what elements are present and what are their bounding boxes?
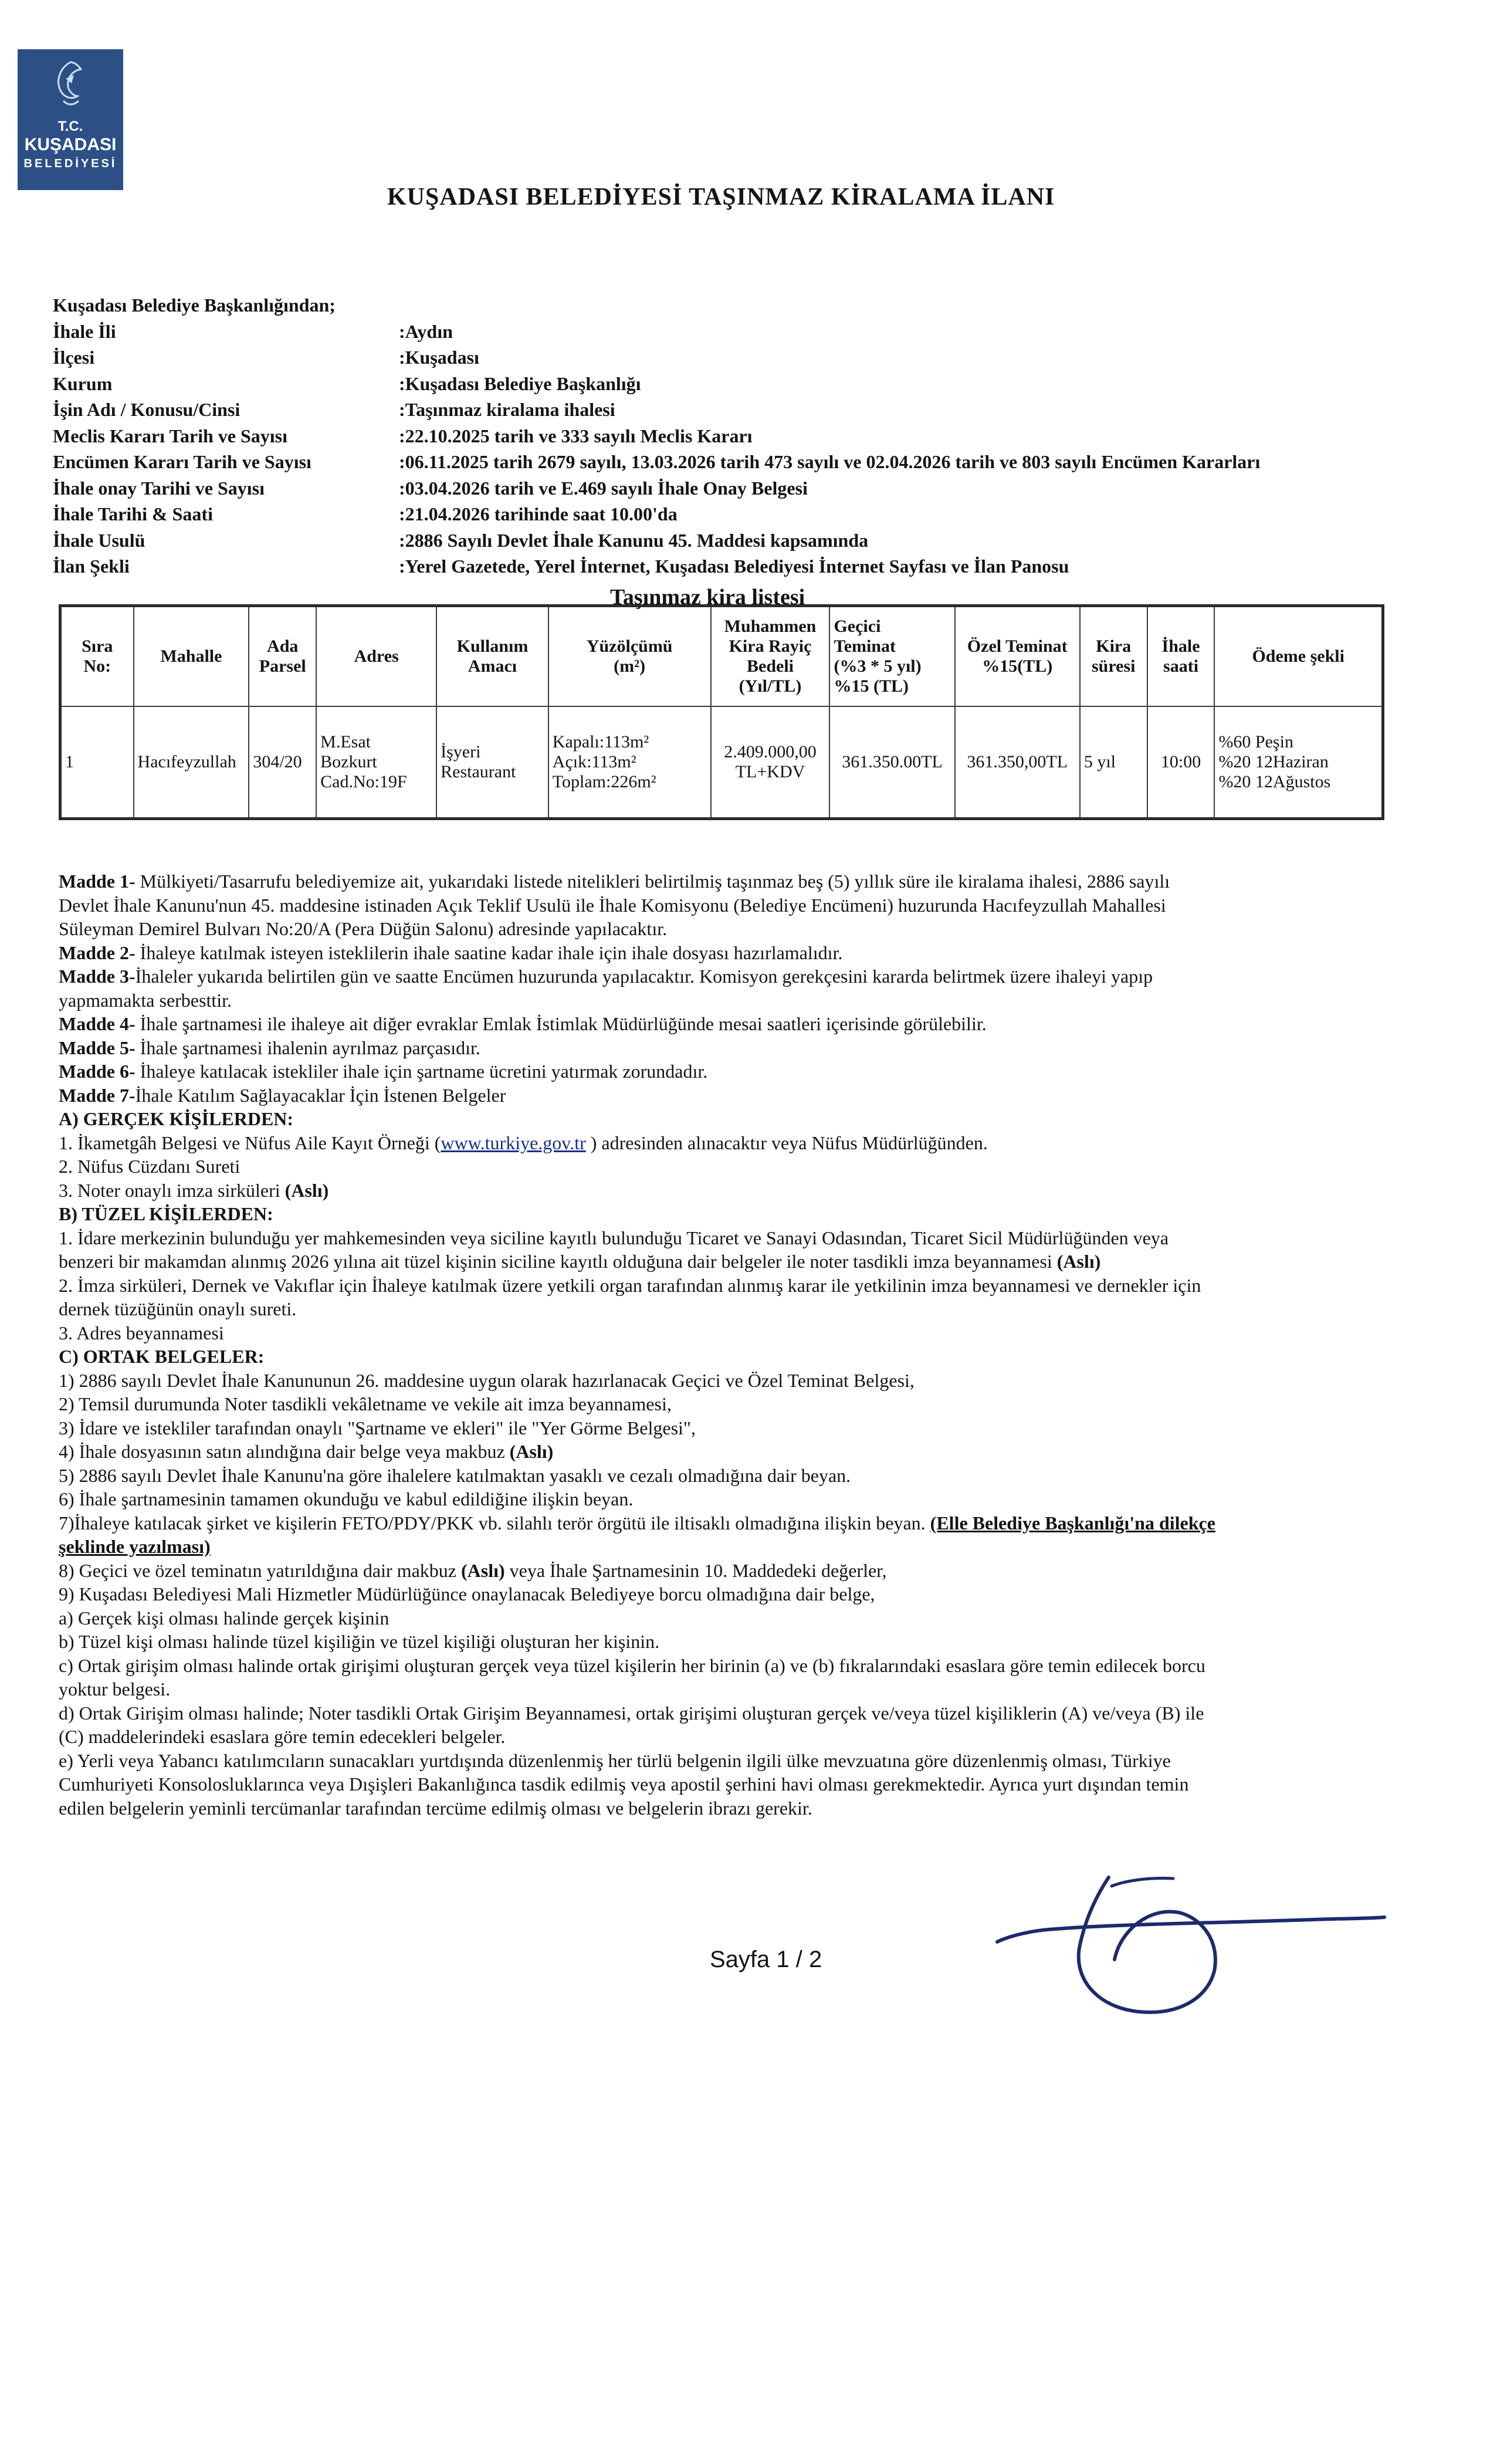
- info-label: Kurum: [53, 373, 113, 394]
- list-item: 9) Kuşadası Belediyesi Mali Hizmetler Müdürlüğünce onaylanacak Belediyeye borcu olmadığına dair belge,: [59, 1583, 875, 1605]
- info-label: İşin Adı / Konusu/Cinsi: [53, 399, 241, 420]
- header-adres: Adres: [316, 606, 436, 707]
- header-odeme: Ödeme şekli: [1214, 606, 1383, 707]
- article-6: Madde 6- İhaleye katılacak istekliler ihale için şartname ücretini yatırmak zorundadır.: [59, 1061, 708, 1082]
- info-value: :06.11.2025 tarih 2679 sayılı, 13.03.2026 tarih 473 sayılı ve 02.04.2026 tarih ve 803 sayılı Encümen Kararları: [399, 451, 1261, 472]
- list-item-cont: benzeri bir makamdan alınmış 2026 yılına ait tüzel kişinin siciline kayıtlı olduğuna dair belgeler ile noter tasdikli imza beyannamesi (Aslı): [59, 1251, 1101, 1272]
- list-item-cont: (C) maddelerindeki esaslara göre temin edecekleri belgeler.: [59, 1726, 506, 1747]
- info-value: :03.04.2026 tarih ve E.469 sayılı İhale Onay Belgesi: [399, 477, 808, 499]
- article-3: Madde 3-İhaleler yukarıda belirtilen gün ve saatte Encümen huzurunda yapılacaktır. Komisyon gerekçesini kararda belirtmek üzere ihaleyi yapıp: [59, 966, 1153, 987]
- info-row: [53, 371, 1260, 397]
- info-value: :Yerel Gazetede, Yerel İnternet, Kuşadası Belediyesi İnternet Sayfası ve İlan Panosu: [399, 556, 1069, 577]
- list-item: 3. Noter onaylı imza sirküleri (Aslı): [59, 1179, 329, 1201]
- info-value: :2886 Sayılı Devlet İhale Kanunu 45. Maddesi kapsamında: [399, 529, 869, 551]
- info-label: İhale İli: [53, 320, 116, 342]
- header-sira: Sıra No:: [60, 606, 134, 707]
- header-muhammen: Muhammen Kira Rayiç Bedeli (Yıl/TL): [711, 606, 830, 707]
- info-row: [53, 319, 1260, 345]
- list-item: d) Ortak Girişim olması halinde; Noter tasdikli Ortak Girişim Beyannamesi, ortak girişimi oluşturan gerçek ve/veya tüzel kişiliklerin (A) ve/veya (B) ile: [59, 1702, 1204, 1724]
- cell-adres: M.Esat Bozkurt Cad.No:19F: [316, 706, 436, 819]
- cell-muhammen: 2.409.000,00 TL+KDV: [711, 706, 830, 819]
- list-item: 2. Nüfus Cüzdanı Sureti: [59, 1156, 241, 1177]
- info-value: :Aydın: [399, 320, 453, 342]
- info-label: Encümen Kararı Tarih ve Sayısı: [53, 451, 311, 472]
- info-label: İlçesi: [53, 347, 95, 368]
- table-row: [60, 706, 1383, 819]
- cell-sira: 1: [60, 706, 134, 819]
- list-item-cont: Cumhuriyeti Konsolosluklarınca veya Dışişleri Bakanlığınca tasdik edilmiş veya apostil şerhini havi olması gerekmektedir. Ayrıca yurt dışından temin: [59, 1773, 1189, 1795]
- info-label: İlan Şekli: [53, 556, 130, 577]
- municipality-logo: [18, 49, 123, 190]
- cell-gecici-teminat: 361.350.00TL: [829, 706, 954, 819]
- list-item: 1. İkametgâh Belgesi ve Nüfus Aile Kayıt Örneği (www.turkiye.gov.tr ) adresinden alınacaktır veya Nüfus Müdürlüğünden.: [59, 1132, 988, 1153]
- cell-odeme: %60 Peşin %20 12Haziran %20 12Ağustos: [1214, 706, 1383, 819]
- info-row: [53, 449, 1260, 475]
- info-row: [53, 475, 1260, 502]
- info-value: :22.10.2025 tarih ve 333 sayılı Meclis Kararı: [399, 425, 753, 446]
- cell-mahalle: Hacıfeyzullah: [134, 706, 249, 819]
- cell-kullanim: İşyeri Restaurant: [436, 706, 548, 819]
- info-label: İhale Tarihi & Saati: [53, 503, 213, 524]
- info-value: :Taşınmaz kiralama ihalesi: [399, 399, 615, 420]
- cell-ada-parsel: 304/20: [249, 706, 316, 819]
- info-row: [53, 423, 1260, 449]
- header-kullanim: Kullanım Amacı: [436, 606, 548, 707]
- header-kira-suresi: Kira süresi: [1080, 606, 1147, 707]
- seagull-emblem-icon: [48, 57, 93, 114]
- list-item: a) Gerçek kişi olması halinde gerçek kişinin: [59, 1607, 390, 1629]
- article-4: Madde 4- İhale şartnamesi ile ihaleye ait diğer evraklar Emlak İstimlak Müdürlüğünde mesai saatleri içerisinde görülebilir.: [59, 1013, 987, 1034]
- list-item: 6) İhale şartnamesinin tamamen okunduğu ve kabul edildiğine ilişkin beyan.: [59, 1488, 634, 1509]
- info-label: İhale onay Tarihi ve Sayısı: [53, 477, 265, 499]
- article-1-cont: Devlet İhale Kanunu'nun 45. maddesine istinaden Açık Teklif Usulü ile İhale Komisyonu (Belediye Encümeni) huzurunda Hacıfeyzullah Mahallesi: [59, 894, 1166, 916]
- list-item: c) Ortak girişim olması halinde ortak girişimi oluşturan gerçek veya tüzel kişilerin her birinin (a) ve (b) fıkralarındaki esaslara göre temin edilecek borcu: [59, 1654, 1205, 1676]
- info-row: [53, 527, 1260, 554]
- header-ozel-teminat: Özel Teminat %15(TL): [955, 606, 1080, 707]
- list-item: 7)İhaleye katılacak şirket ve kişilerin FETO/PDY/PKK vb. silahlı terör örgütü ile iltisaklı olmadığına ilişkin beyan. (Elle Belediye Başkanlığı'na dilekçe: [59, 1512, 1215, 1534]
- list-item: 1. İdare merkezinin bulunduğu yer mahkemesinden veya siciline kayıtlı bulunduğu Ticaret ve Sanayi Odasından, Ticaret Sicil Müdürlüğünden veya: [59, 1227, 1169, 1248]
- page-number: Sayfa 1 / 2: [710, 1947, 822, 1972]
- list-item: 3. Adres beyannamesi: [59, 1322, 224, 1343]
- list-item-cont: dernek tüzüğünün onaylı sureti.: [59, 1298, 297, 1319]
- article-7: Madde 7-İhale Katılım Sağlayacaklar İçin İstenen Belgeler: [59, 1084, 506, 1106]
- logo-tc: T.C.: [57, 119, 83, 134]
- list-item: 2. İmza sirküleri, Dernek ve Vakıflar için İhaleye katılmak üzere yetkili organ tarafından alınmış karar ile yetkilinin imza beyannamesi ve dernekler için: [59, 1274, 1201, 1296]
- header-yuzolcumu: Yüzölçümü (m²): [548, 606, 711, 707]
- section-b-heading: B) TÜZEL KİŞİLERDEN:: [59, 1203, 273, 1224]
- list-item-cont: yoktur belgesi.: [59, 1678, 171, 1700]
- list-item: 8) Geçici ve özel teminatın yatırıldığına dair makbuz (Aslı) veya İhale Şartnamesinin 10. Maddedeki değerler,: [59, 1559, 887, 1581]
- header-mahalle: Mahalle: [134, 606, 249, 707]
- header-gecici-teminat: Geçici Teminat (%3 * 5 yıl) %15 (TL): [829, 606, 954, 707]
- articles-body: [59, 869, 1420, 1820]
- info-row: [53, 553, 1260, 580]
- section-a-heading: A) GERÇEK KİŞİLERDEN:: [59, 1108, 294, 1129]
- article-5: Madde 5- İhale şartnamesi ihalenin ayrılmaz parçasıdır.: [59, 1037, 480, 1058]
- list-item: 4) İhale dosyasının satın alındığına dair belge veya makbuz (Aslı): [59, 1441, 554, 1462]
- info-label: İhale Usulü: [53, 529, 145, 551]
- info-value: :21.04.2026 tarihinde saat 10.00'da: [399, 503, 678, 524]
- tender-info: [53, 292, 1260, 580]
- article-1: Madde 1- Mülkiyeti/Tasarrufu belediyemize ait, yukarıdaki listede nitelikleri belirtilmiş taşınmaz beş (5) yıllık süre ile kiralama ihalesi, 2886 sayılı: [59, 871, 1170, 892]
- list-item: 3) İdare ve istekliler tarafından onaylı "Şartname ve ekleri" ile "Yer Görme Belgesi",: [59, 1417, 696, 1439]
- info-row: [53, 397, 1260, 423]
- document-title: KUŞADASI BELEDİYESİ TAŞINMAZ KİRALAMA İLANI: [387, 184, 1055, 211]
- list-item-cont: şeklinde yazılması): [59, 1536, 211, 1557]
- info-value: :Kuşadası: [399, 347, 479, 368]
- info-intro: Kuşadası Belediye Başkanlığından;: [53, 295, 336, 316]
- logo-name: KUŞADASI: [24, 135, 117, 154]
- list-item: b) Tüzel kişi olması halinde tüzel kişiliğin ve tüzel kişiliği oluşturan her kişinin.: [59, 1631, 660, 1652]
- section-c-heading: C) ORTAK BELGELER:: [59, 1346, 265, 1367]
- list-item: e) Yerli veya Yabancı katılımcıların sunacakları yurtdışında düzenlenmiş her türlü belgenin ilgili ülke mevzuatına göre düzenlenmiş olması, Türkiye: [59, 1749, 1171, 1771]
- cell-ozel-teminat: 361.350,00TL: [955, 706, 1080, 819]
- logo-subtitle: BELEDİYESİ: [23, 157, 117, 170]
- turkiye-gov-link[interactable]: www.turkiye.gov.tr: [441, 1132, 586, 1153]
- table-header-row: [60, 606, 1383, 707]
- info-label: Meclis Kararı Tarih ve Sayısı: [53, 425, 287, 446]
- table-caption: Taşınmaz kira listesi: [610, 585, 805, 610]
- article-3-cont: yapmamakta serbesttir.: [59, 989, 232, 1011]
- info-row: [53, 501, 1260, 527]
- header-ada-parsel: Ada Parsel: [249, 606, 316, 707]
- handwritten-signature: [962, 1854, 1408, 2030]
- header-ihale-saati: İhale saati: [1147, 606, 1215, 707]
- info-value: :Kuşadası Belediye Başkanlığı: [399, 373, 641, 394]
- info-row: [53, 344, 1260, 371]
- cell-kira-suresi: 5 yıl: [1080, 706, 1147, 819]
- article-1-cont: Süleyman Demirel Bulvarı No:20/A (Pera Düğün Salonu) adresinde yapılacaktır.: [59, 918, 668, 939]
- cell-yuzolcumu: Kapalı:113m² Açık:113m² Toplam:226m²: [548, 706, 711, 819]
- cell-ihale-saati: 10:00: [1147, 706, 1215, 819]
- article-2: Madde 2- İhaleye katılmak isteyen isteklilerin ihale saatine kadar ihale için ihale dosyası hazırlamalıdır.: [59, 942, 843, 963]
- list-item-cont: edilen belgelerin yeminli tercümanlar tarafından tercüme edilmiş olması ve belgelerin ibrazı gerekir.: [59, 1797, 812, 1819]
- list-item: 1) 2886 sayılı Devlet İhale Kanununun 26. maddesine uygun olarak hazırlanacak Geçici ve Özel Teminat Belgesi,: [59, 1369, 915, 1391]
- list-item: 5) 2886 sayılı Devlet İhale Kanunu'na göre ihalelere katılmaktan yasaklı ve cezalı olmadığına dair beyan.: [59, 1464, 851, 1486]
- list-item: 2) Temsil durumunda Noter tasdikli vekâletname ve vekile ait imza beyannamesi,: [59, 1393, 672, 1414]
- property-rental-table: [59, 604, 1384, 820]
